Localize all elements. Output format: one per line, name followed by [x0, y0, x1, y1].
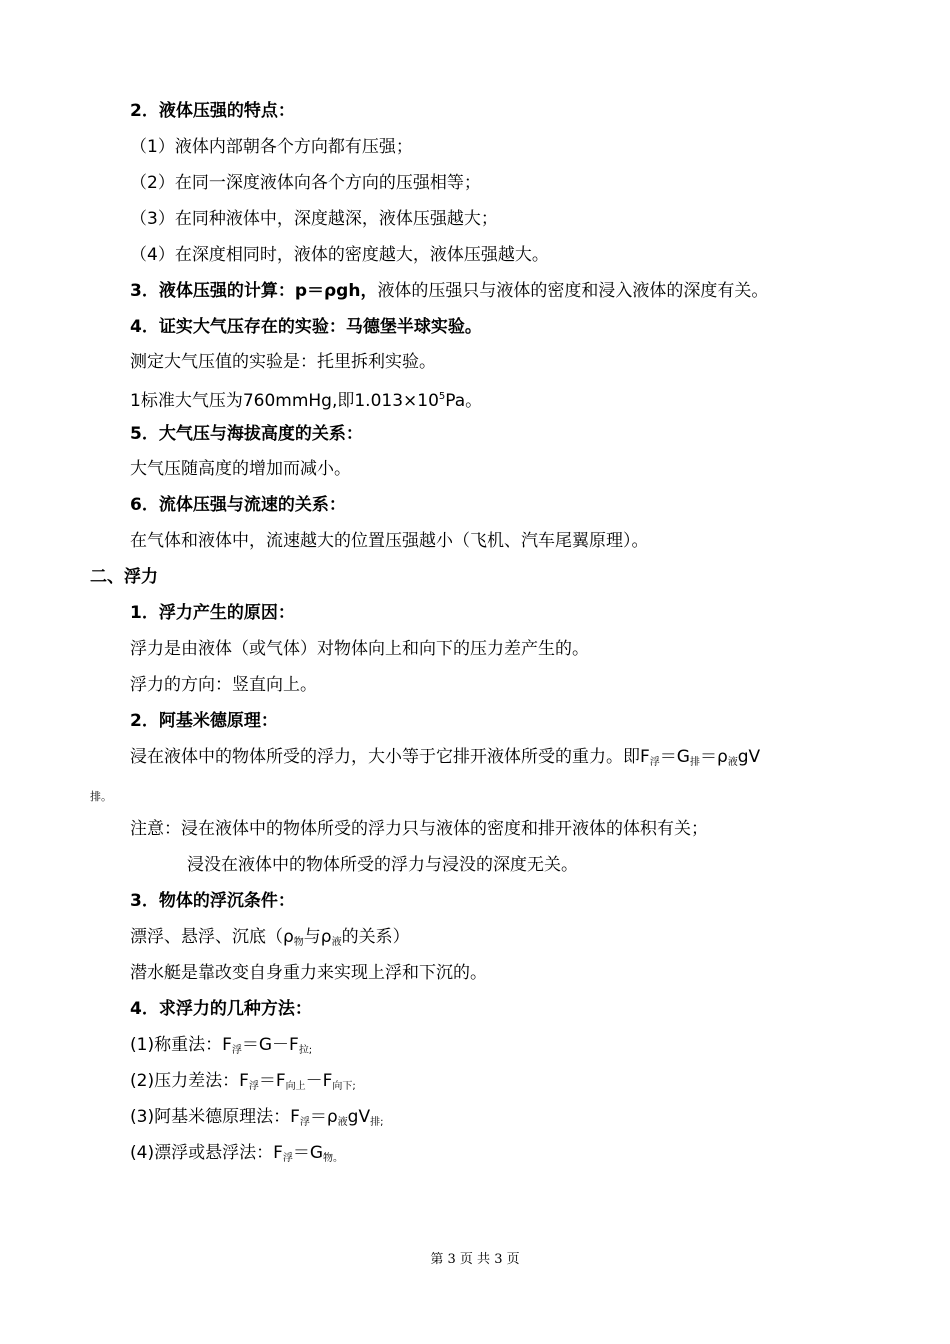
m1-sub-1: 浮 [231, 1045, 242, 1056]
m2-text: (2)压力差法：F [130, 1071, 249, 1091]
s4-point-1: 测定大气压值的实验是：托里拆利实验。 [130, 352, 436, 372]
f3-p1-text: 漂浮、悬浮、沉底（ρ [130, 927, 294, 947]
m2-sub-2: 向上 [285, 1081, 306, 1092]
section-3-line [130, 280, 768, 302]
m2-sub-3: 向下; [332, 1081, 356, 1092]
s2-point-3: （3）在同种液体中，深度越深，液体压强越大； [130, 209, 498, 229]
f3-point-2: 潜水艇是靠改变自身重力来实现上浮和下沉的。 [130, 963, 487, 983]
m4-sub-1: 浮 [282, 1153, 293, 1164]
section-4-title: 4．证实大气压存在的实验：马德堡半球实验。 [130, 317, 482, 337]
f2-p1-sub-3: 液 [727, 757, 738, 768]
m3-text: (3)阿基米德原理法：F [130, 1107, 300, 1127]
f2-title: 2．阿基米德原理： [130, 711, 278, 731]
s2-point-2: （2）在同一深度液体向各个方向的压强相等； [130, 173, 481, 193]
f2-p1-gv: gV [737, 747, 761, 767]
f3-p1-sub-2: 液 [331, 937, 342, 948]
m1-text: (1)称重法：F [130, 1035, 232, 1055]
f1-point-2: 浮力的方向：竖直向上。 [130, 675, 317, 695]
method-1 [130, 1034, 312, 1062]
f2-p1-eq-2: ＝ρ [699, 747, 728, 767]
f4-title: 4．求浮力的几种方法： [130, 999, 312, 1019]
s4-p2-text: 1标准大气压为760mmHg,即1.013×10 [130, 391, 439, 411]
m1-sub-2: 拉; [298, 1045, 313, 1056]
m3-sub-1: 浮 [299, 1117, 310, 1128]
f3-p1-end: 的关系） [341, 927, 410, 947]
s5-point-1: 大气压随高度的增加而减小。 [130, 459, 351, 479]
f3-p1-sub-1: 物 [293, 937, 304, 948]
f3-point-1 [130, 926, 410, 954]
f3-p1-mid: 与ρ [303, 927, 332, 947]
m4-sub-2: 物。 [323, 1153, 344, 1164]
section-3-text: 液体的压强只与液体的密度和浸入液体的深度有关。 [377, 281, 769, 301]
method-2 [130, 1070, 356, 1098]
m2-eq-2: －F [305, 1071, 333, 1091]
m4-text: (4)漂浮或悬浮法：F [130, 1143, 283, 1163]
m3-sub-2: 液 [337, 1117, 348, 1128]
s4-p2-unit: Pa。 [445, 391, 483, 411]
method-3 [130, 1106, 383, 1134]
s2-point-4: （4）在深度相同时，液体的密度越大，液体压强越大。 [130, 245, 549, 265]
section-3-title: 3．液体压强的计算：p＝ρgh， [130, 281, 378, 301]
m3-gv: gV [347, 1107, 371, 1127]
f2-note-1: 注意：浸在液体中的物体所受的浮力只与液体的密度和排开液体的体积有关； [130, 819, 708, 839]
part-2-title: 二、浮力 [90, 567, 158, 587]
f2-p1-text: 浸在液体中的物体所受的浮力，大小等于它排开液体所受的重力。即F [130, 747, 650, 767]
f2-p1-sub-1: 浮 [649, 757, 660, 768]
s6-point-1: 在气体和液体中，流速越大的位置压强越小（飞机、汽车尾翼原理）。 [130, 531, 649, 551]
f2-p1-eq-1: ＝G [659, 747, 690, 767]
m3-eq: ＝ρ [309, 1107, 338, 1127]
m2-sub-1: 浮 [248, 1081, 259, 1092]
s4-point-2 [130, 386, 482, 412]
method-4 [130, 1142, 343, 1170]
f1-title: 1．浮力产生的原因： [130, 603, 295, 623]
f2-p1-sub-2: 排 [689, 757, 700, 768]
section-2-title: 2．液体压强的特点： [130, 101, 295, 121]
f1-point-1: 浮力是由液体（或气体）对物体向上和向下的压力差产生的。 [130, 639, 589, 659]
f2-point-1 [130, 746, 760, 774]
m4-eq: ＝G [292, 1143, 324, 1163]
f2-point-1-tail: 排。 [90, 790, 112, 803]
page-footer: 第 3 页 共 3 页 [430, 1252, 520, 1267]
s4-p2-exponent: 5 [438, 391, 446, 402]
f3-title: 3．物体的浮沉条件： [130, 891, 295, 911]
s2-point-1: （1）液体内部朝各个方向都有压强； [130, 137, 413, 157]
m3-sub-3: 排; [370, 1117, 384, 1128]
f2-note-2: 浸没在液体中的物体所受的浮力与浸没的深度无关。 [187, 855, 578, 875]
m2-eq-1: ＝F [258, 1071, 286, 1091]
section-5-title: 5．大气压与海拔高度的关系： [130, 424, 363, 444]
section-6-title: 6．流体压强与流速的关系： [130, 495, 346, 515]
m1-eq: ＝G－F [241, 1035, 299, 1055]
